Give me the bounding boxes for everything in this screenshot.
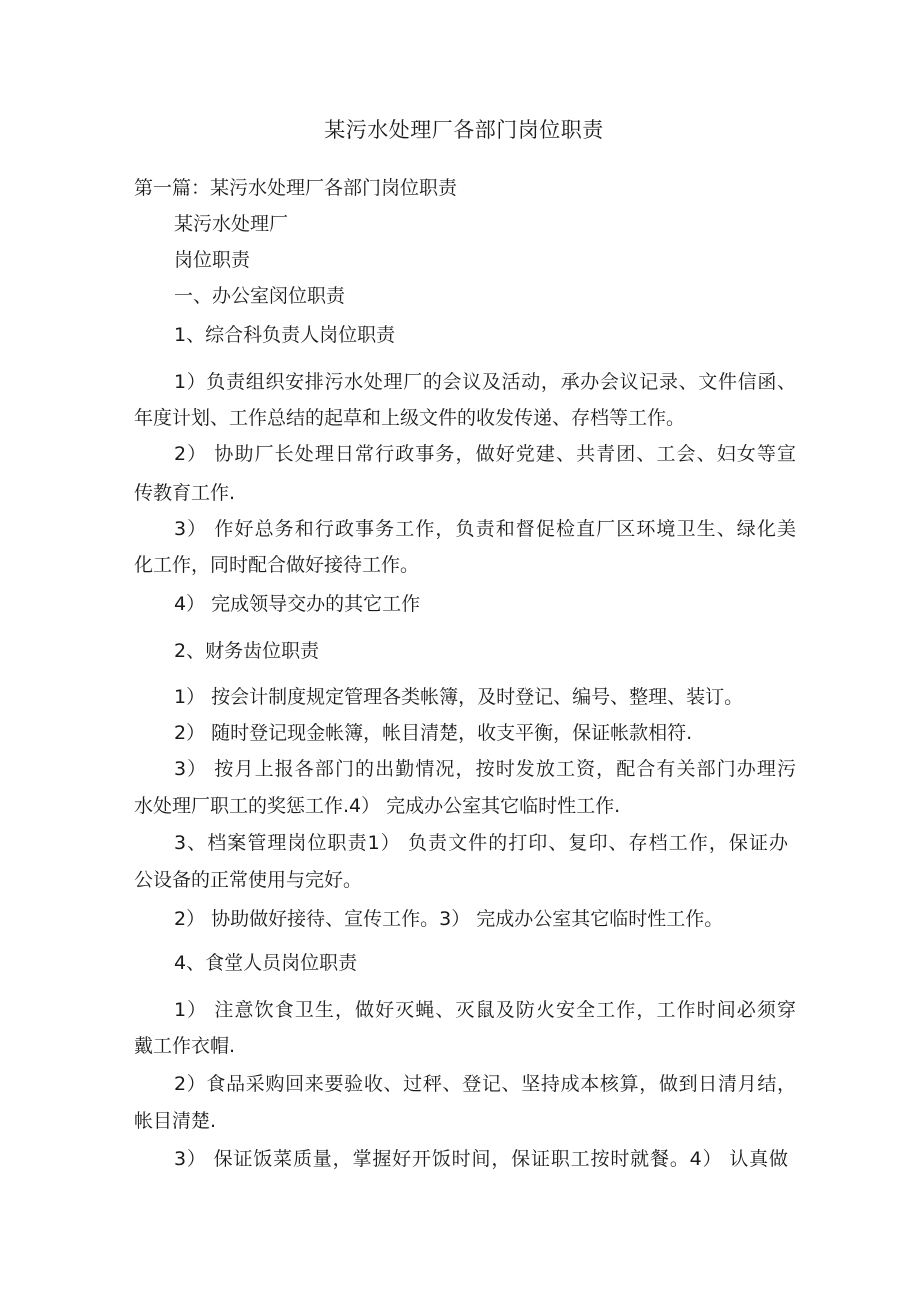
role-heading: 4、食堂人员岗位职责 bbox=[174, 952, 358, 974]
paragraph-line: 3、档案管理岗位职责1） 负责文件的打印、复印、存档工作，保证办 bbox=[174, 832, 788, 854]
document-title: 某污水处理厂各部门岗位职责 bbox=[324, 118, 604, 142]
paragraph-line: 2） 随时登记现金帐簿，帐目清楚，收支平衡，保证帐款相符. bbox=[174, 722, 693, 744]
paragraph-line: 3） 保证饭菜质量，掌握好开饭时间，保证职工按时就餐。4） 认真做 bbox=[174, 1148, 788, 1170]
paragraph-line: 1） 按会计制度规定管理各类帐簿，及时登记、编号、整理、装订。 bbox=[174, 686, 744, 708]
paragraph-line: 戴工作衣帽. bbox=[134, 1035, 236, 1057]
paragraph-line: 1） 注意饮食卫生，做好灭蝇、灭鼠及防火安全工作，工作时间必须穿 bbox=[174, 999, 796, 1021]
paragraph-line: 公设备的正常使用与完好。 bbox=[134, 869, 363, 891]
paragraph-line: 3） 作好总务和行政事务工作，负责和督促检直厂区环境卫生、绿化美 bbox=[174, 518, 796, 540]
paragraph-line: 4） 完成领导交办的其它工作 bbox=[174, 593, 421, 615]
organization-name: 某污水处理厂 bbox=[174, 213, 289, 235]
role-heading: 1、综合科负责人岗位职责 bbox=[174, 324, 396, 346]
paragraph-line: 2） 协助厂长处理日常行政事务，做好党建、共青团、工会、妇女等宣 bbox=[174, 443, 796, 465]
department-heading: 一、办公室闵位职责 bbox=[174, 285, 346, 307]
paragraph-line: 2） 协助做好接待、宣传工作。3） 完成办公室其它临时性工作。 bbox=[174, 908, 724, 930]
paragraph-line: 1）负责组织安排污水处理厂的会议及活动，承办会议记录、文件信函、 bbox=[174, 371, 796, 393]
subtitle: 岗位职责 bbox=[174, 249, 251, 271]
paragraph-line: 年度计划、工作总结的起草和上级文件的收发传递、存档等工作。 bbox=[134, 407, 686, 429]
paragraph-line: 帐目清楚. bbox=[134, 1110, 217, 1132]
paragraph-line: 化工作，同时配合做好接待工作。 bbox=[134, 554, 420, 576]
paragraph-line: 传教育工作. bbox=[134, 482, 236, 504]
section-heading: 第一篇：某污水处理厂各部门岗位职责 bbox=[134, 177, 458, 199]
paragraph-line: 3） 按月上报各部门的出勤情况，按时发放工资，配合有关部门办理污 bbox=[174, 758, 796, 780]
paragraph-line: 2）食品采购回来要验收、过秤、登记、坚持成本核算，做到日清月结， bbox=[174, 1073, 796, 1095]
role-heading: 2、财务齿位职责 bbox=[174, 640, 320, 662]
paragraph-line: 水处理厂职工的奖惩工作.4） 完成办公室其它临时性工作. bbox=[134, 795, 621, 817]
